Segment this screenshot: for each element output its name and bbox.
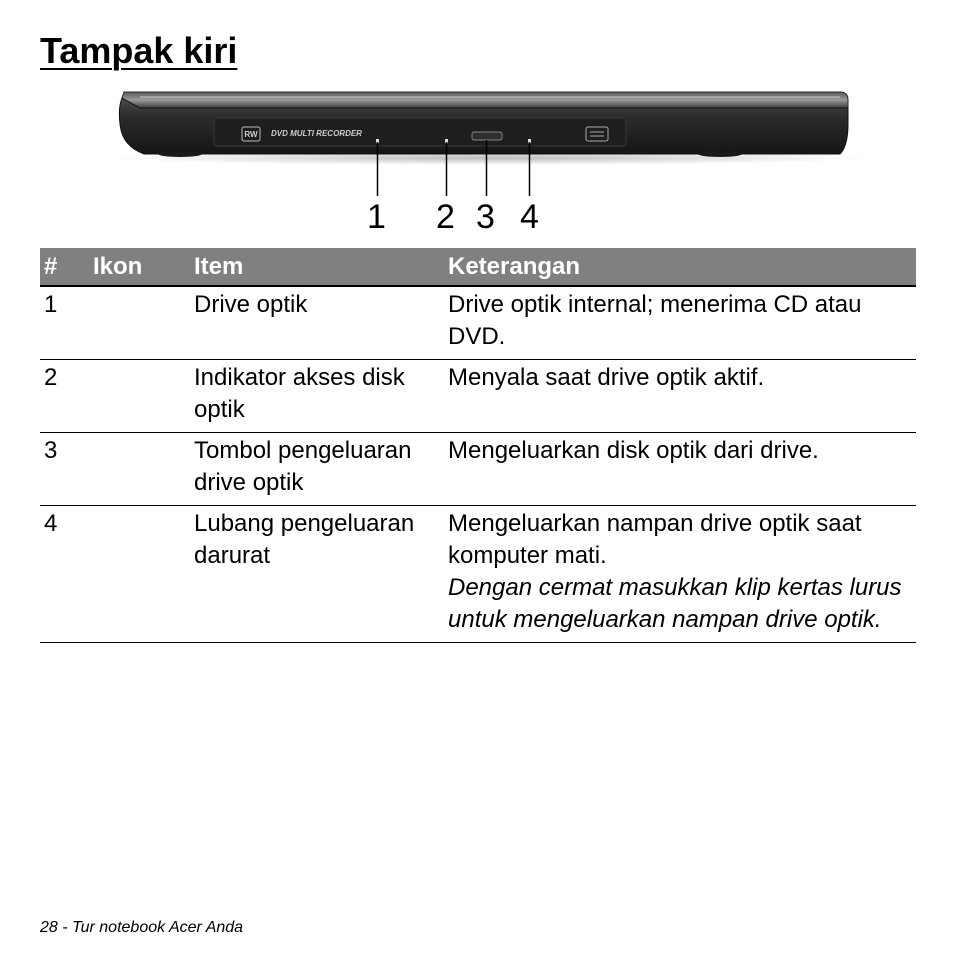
row-icon	[89, 286, 190, 360]
row-number: 3	[40, 433, 89, 506]
eject-button	[472, 132, 502, 140]
ports-table	[40, 248, 916, 643]
row-description-text: Mengeluarkan nampan drive optik saat komputer mati.	[448, 510, 862, 569]
table-row	[40, 506, 916, 643]
table-header-row	[40, 248, 916, 286]
header-description: Keterangan	[444, 248, 916, 286]
row-number: 4	[40, 506, 89, 643]
row-item: Lubang pengeluaran darurat	[190, 506, 444, 643]
row-description: Menyala saat drive optik aktif.	[444, 360, 916, 433]
row-icon	[89, 433, 190, 506]
laptop-lid	[122, 92, 848, 108]
dvd-multi-logo: DVD MULTI RECORDER	[271, 129, 362, 138]
row-number: 1	[40, 286, 89, 360]
row-description: Drive optik internal; menerima CD atau DVD.	[444, 286, 916, 360]
row-description: Mengeluarkan disk optik dari drive.	[444, 433, 916, 506]
callout-number-3: 3	[476, 198, 495, 236]
table-row	[40, 433, 916, 506]
page-title: Tampak kiri	[40, 30, 238, 71]
header-icon: Ikon	[89, 248, 190, 286]
callout-number-2: 2	[436, 198, 455, 236]
row-item: Drive optik	[190, 286, 444, 360]
callout-number-4: 4	[520, 198, 539, 236]
header-item: Item	[190, 248, 444, 286]
row-number: 2	[40, 360, 89, 433]
row-description	[444, 506, 916, 643]
row-icon	[89, 360, 190, 433]
row-icon	[89, 506, 190, 643]
callout-number-1: 1	[367, 198, 386, 236]
table-row	[40, 360, 916, 433]
page-footer: 28 - Tur notebook Acer Anda	[40, 919, 244, 936]
row-item: Indikator akses disk optik	[190, 360, 444, 433]
row-note: Dengan cermat masukkan klip kertas lurus untuk mengeluarkan nampan drive optik.	[448, 574, 902, 633]
header-number: #	[40, 248, 89, 286]
table-row	[40, 286, 916, 360]
laptop-foot-right	[698, 151, 742, 157]
laptop-foot-left	[158, 151, 202, 157]
row-item: Tombol pengeluaran drive optik	[190, 433, 444, 506]
rw-logo-text: RW	[244, 130, 258, 139]
